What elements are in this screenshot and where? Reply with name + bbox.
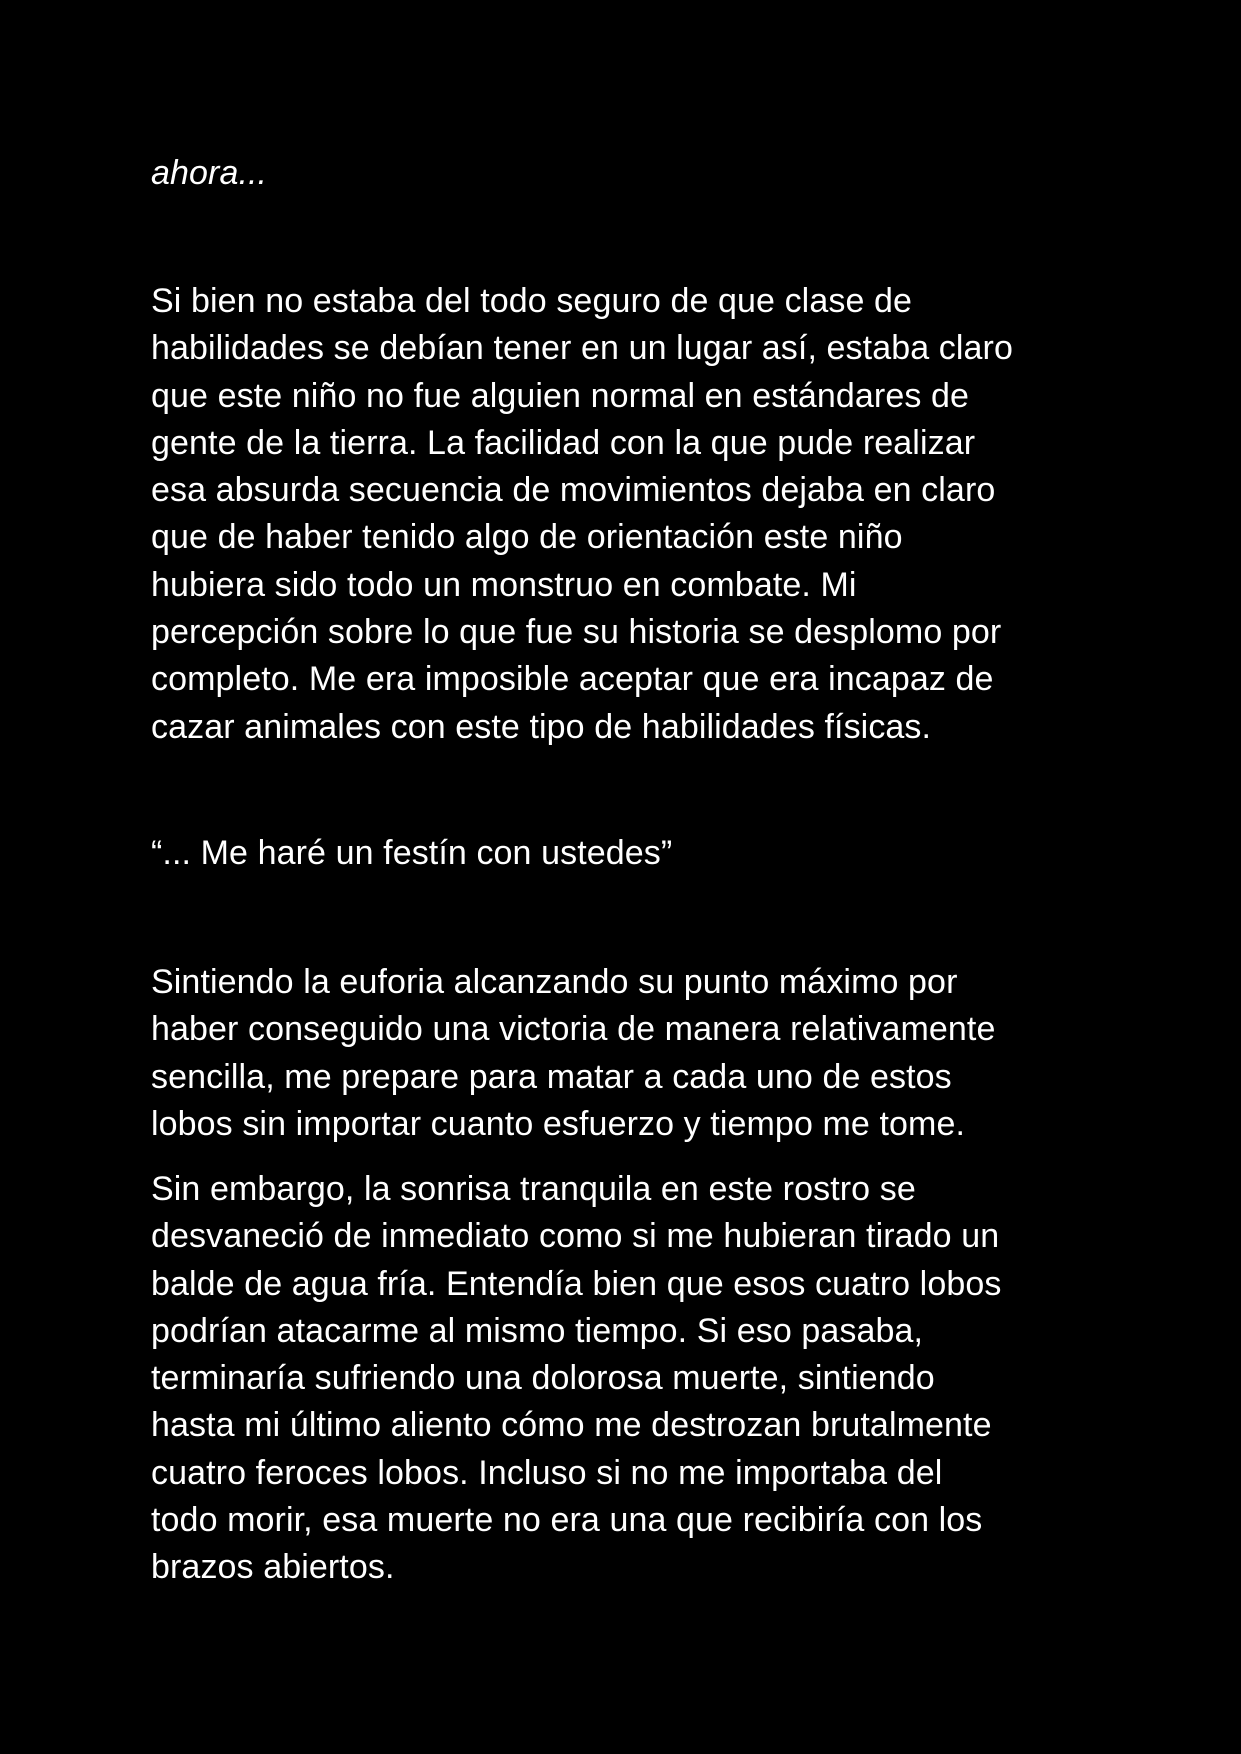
paragraph-sin-embargo: Sin embargo, la sonrisa tranquila en este rostro se desvaneció de inmediato como si me hubieran tirado un balde de agua fría. Entendía bien que esos cuatro lobos podrían atacarme al mismo tiempo. Si eso pasaba, terminaría sufriendo una dolorosa muerte, sintiendo hasta mi último aliento cómo me destrozan brutalmente cuatro feroces lobos. Incluso si no me importaba del todo morir, esa muerte no era una que recibiría con los brazos abiertos. (151, 1170, 1002, 1587)
dialogue-line: “... Me haré un festín con ustedes” (151, 834, 673, 872)
paragraph-ahora: ahora... (151, 154, 268, 192)
paragraph-euforia: Sintiendo la euforia alcanzando su punto máximo por haber conseguido una victoria de manera relativamente sencilla, me prepare para matar a cada uno de estos lobos sin importar cuanto esfuerzo y tiempo me tome. (151, 963, 996, 1143)
paragraph-habilidades: Si bien no estaba del todo seguro de que clase de habilidades se debían tener en un lugar así, estaba claro que este niño no fue alguien normal en estándares de gente de la tierra. La facilidad con la que pude realizar esa absurda secuencia de movimientos dejaba en claro que de haber tenido algo de orientación este niño hubiera sido todo un monstruo en combate. Mi percepción sobre lo que fue su historia se desplomo por completo. Me era imposible aceptar que era incapaz de cazar animales con este tipo de habilidades físicas. (151, 282, 1013, 746)
